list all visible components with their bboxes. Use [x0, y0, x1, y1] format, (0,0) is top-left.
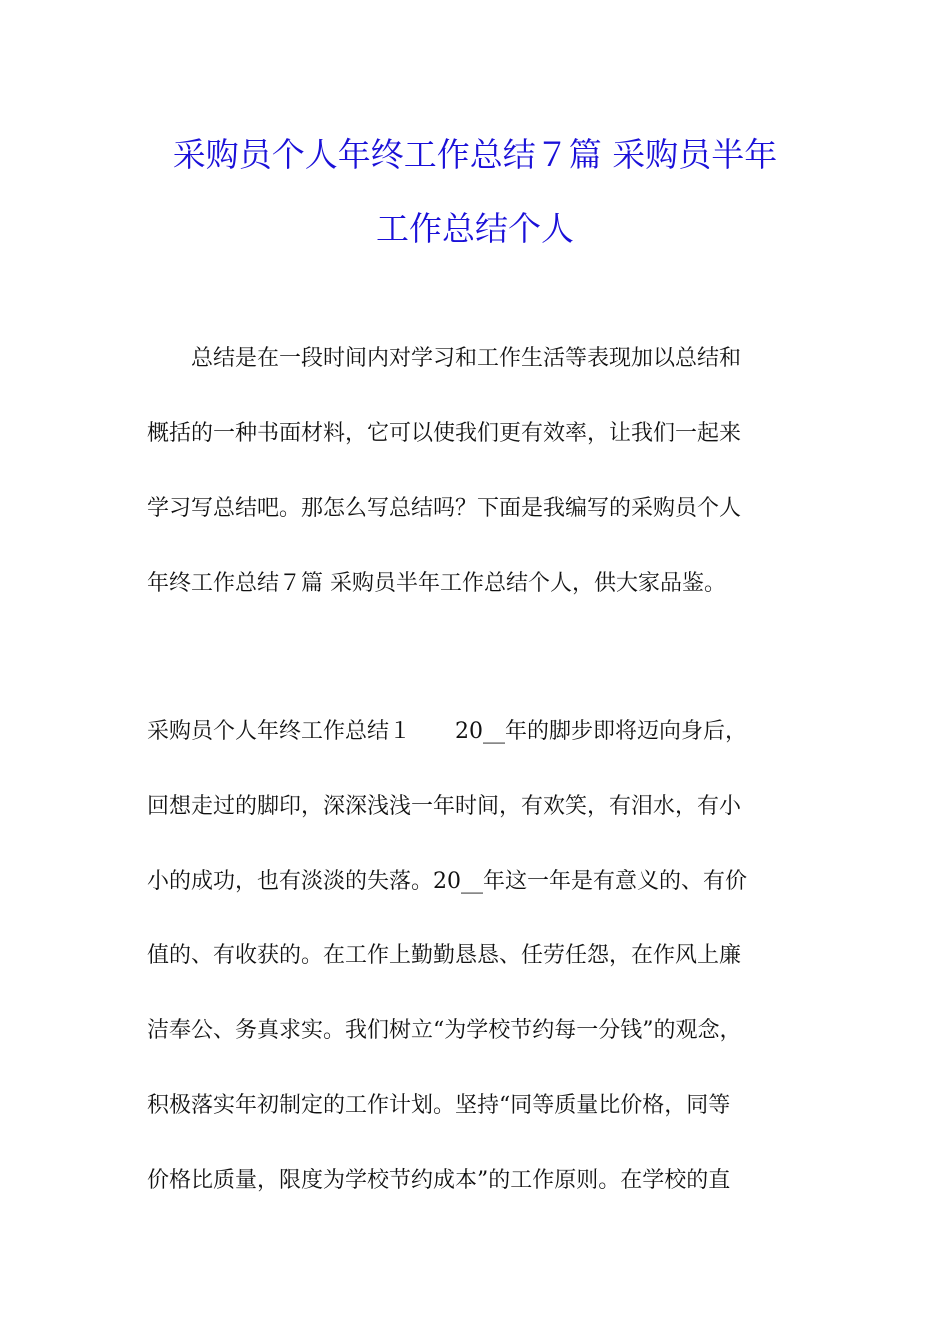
intro-paragraph-line-2: 概括的一种书面材料，它可以使我们更有效率，让我们一起来: [147, 421, 742, 446]
intro-paragraph-line-4: 年终工作总结７篇 采购员半年工作总结个人，供大家品鉴。: [147, 571, 726, 596]
section1-line-3: 小的成功，也有淡淡的失落。20__年这一年是有意义的、有价: [147, 869, 747, 894]
section1-line-2: 回想走过的脚印，深深浅浅一年时间，有欢笑，有泪水，有小: [147, 794, 742, 819]
intro-paragraph-line-3: 学习写总结吧。那怎么写总结吗？下面是我编写的采购员个人: [147, 496, 742, 521]
section1-line-1: 采购员个人年终工作总结１ 20__年的脚步即将迈向身后，: [147, 719, 747, 744]
section1-line-5: 洁奉公、务真求实。我们树立“为学校节约每一分钱”的观念，: [147, 1018, 742, 1043]
section1-line-7: 价格比质量，限度为学校节约成本”的工作原则。在学校的直: [147, 1168, 731, 1193]
intro-paragraph-line-1: 总结是在一段时间内对学习和工作生活等表现加以总结和: [147, 346, 742, 371]
document-title-line-1: 采购员个人年终工作总结７篇 采购员半年: [172, 135, 778, 174]
section1-line-4: 值的、有收获的。在工作上勤勤恳恳、任劳任怨，在作风上廉: [147, 943, 742, 968]
section1-line-6: 积极落实年初制定的工作计划。坚持“同等质量比价格，同等: [147, 1093, 731, 1118]
document-title-line-2: 工作总结个人: [376, 209, 574, 248]
